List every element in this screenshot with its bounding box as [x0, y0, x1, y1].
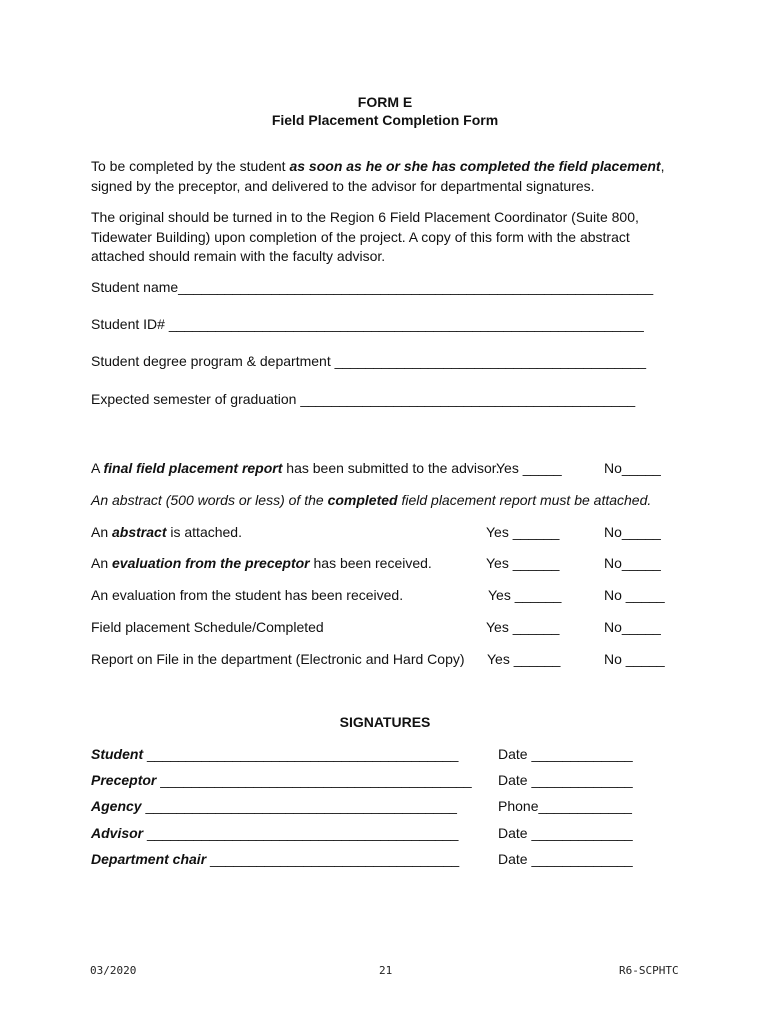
checklist-row-abstract	[91, 524, 242, 540]
signature-label: Preceptor	[91, 772, 157, 788]
note-emphasis: completed	[327, 492, 398, 508]
signature-row-student[interactable]	[91, 746, 458, 762]
row-emphasis: final field placement report	[103, 460, 283, 476]
row-text: An	[91, 555, 113, 571]
signature-line[interactable]: ________________________________	[206, 851, 460, 867]
signature-line[interactable]: ________________________________________	[143, 825, 459, 841]
schedule-no[interactable]: No_____	[604, 619, 661, 635]
schedule-yes[interactable]: Yes ______	[486, 619, 560, 635]
intro-emphasis: as soon as he or she has completed the field placement	[289, 158, 661, 174]
field-label: Student ID#	[91, 316, 169, 332]
signature-line[interactable]: ________________________________________	[143, 746, 459, 762]
form-title: Field Placement Completion Form	[271, 112, 499, 128]
signature-date-advisor[interactable]: Date _____________	[498, 825, 633, 841]
field-line[interactable]: _____________________________________________________________	[178, 279, 654, 295]
student-name-field[interactable]	[91, 279, 653, 295]
checklist-row-student-eval: An evaluation from the student has been received.	[91, 587, 404, 603]
row-text: An	[91, 524, 113, 540]
footer-code: R6-SCPHTC	[619, 964, 679, 977]
field-label: Expected semester of graduation	[91, 391, 301, 407]
row-text: has been submitted to the advisor.	[282, 460, 500, 476]
report-yes[interactable]: Yes _____	[496, 460, 562, 476]
signature-row-department-chair[interactable]	[91, 851, 459, 867]
checklist-row-report-on-file: Report on File in the department (Electronic and Hard Copy)	[91, 651, 465, 667]
intro-text: To be completed by the student	[91, 158, 290, 174]
abstract-note	[91, 492, 651, 508]
row-text: is attached.	[166, 524, 242, 540]
signature-line[interactable]: ________________________________________	[141, 798, 457, 814]
signature-label: Advisor	[91, 825, 144, 841]
note-text: An abstract (500 words or less) of the	[91, 492, 328, 508]
abstract-yes[interactable]: Yes ______	[486, 524, 560, 540]
intro-comma: ,	[660, 158, 665, 174]
signature-row-agency[interactable]	[91, 798, 457, 814]
note-text: field placement report must be attached.	[397, 492, 652, 508]
abstract-no[interactable]: No_____	[604, 524, 661, 540]
report-on-file-yes[interactable]: Yes ______	[487, 651, 561, 667]
signature-date-preceptor[interactable]: Date _____________	[498, 772, 633, 788]
row-text: has been received.	[309, 555, 432, 571]
checklist-row-schedule: Field placement Schedule/Completed	[91, 619, 324, 635]
row-emphasis: abstract	[112, 524, 167, 540]
signature-row-advisor[interactable]	[91, 825, 458, 841]
field-label: Student degree program & department	[91, 353, 335, 369]
signature-line[interactable]: ________________________________________	[156, 772, 472, 788]
intro-paragraph-1	[91, 157, 671, 196]
degree-program-field[interactable]	[91, 353, 646, 369]
signature-label: Department chair	[91, 851, 207, 867]
intro-paragraph-2: The original should be turned in to the Region 6 Field Placement Coordinator (Suite 800, Tidewater Building) upon completion of the project. A copy of this form with the abstract attached should remain with the faculty advisor.	[91, 209, 639, 264]
graduation-semester-field[interactable]	[91, 391, 635, 407]
signature-date-student[interactable]: Date _____________	[498, 746, 633, 762]
row-text: A	[91, 460, 104, 476]
field-label: Student name	[91, 279, 179, 295]
signature-phone-agency[interactable]: Phone____________	[498, 798, 632, 814]
student-eval-yes[interactable]: Yes ______	[488, 587, 562, 603]
field-line[interactable]: _____________________________________________________________	[168, 316, 644, 332]
footer-date: 03/2020	[90, 964, 137, 977]
report-no[interactable]: No_____	[604, 460, 661, 476]
preceptor-eval-no[interactable]: No_____	[604, 555, 661, 571]
signature-date-department-chair[interactable]: Date _____________	[498, 851, 633, 867]
footer-page-number: 21	[379, 964, 393, 977]
student-eval-no[interactable]: No _____	[604, 587, 665, 603]
checklist-row-report	[91, 460, 500, 476]
signatures-heading: SIGNATURES	[339, 714, 431, 730]
preceptor-eval-yes[interactable]: Yes ______	[486, 555, 560, 571]
report-on-file-no[interactable]: No _____	[604, 651, 665, 667]
field-line[interactable]: ________________________________________	[334, 353, 647, 369]
signature-label: Student	[91, 746, 144, 762]
form-id: FORM E	[357, 94, 413, 110]
student-id-field[interactable]	[91, 316, 644, 332]
signature-row-preceptor[interactable]	[91, 772, 472, 788]
row-emphasis: evaluation from the preceptor	[112, 555, 310, 571]
field-line[interactable]: ___________________________________________	[300, 391, 636, 407]
checklist-row-preceptor-eval	[91, 555, 432, 571]
intro-line-2: signed by the preceptor, and delivered to the advisor for departmental signatures.	[91, 177, 595, 194]
signature-label: Agency	[91, 798, 142, 814]
